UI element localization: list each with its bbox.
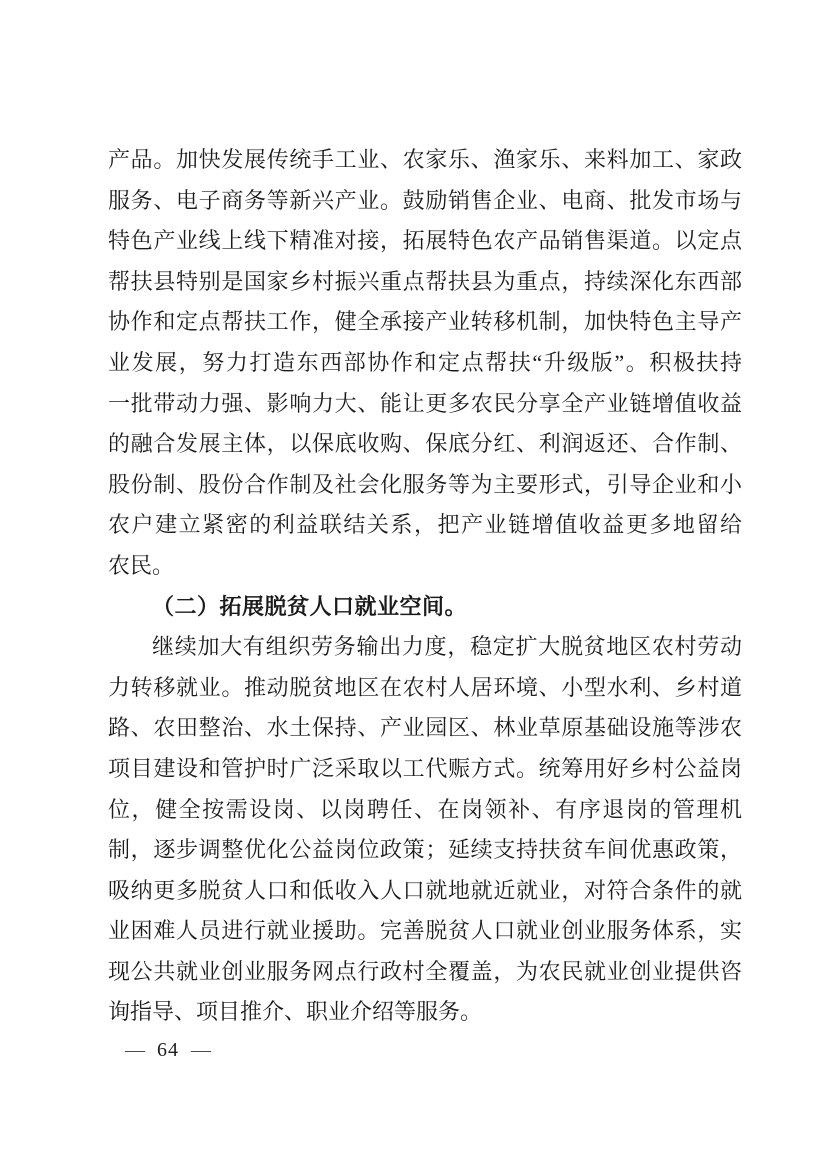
body-line: 一批带动力强、影响力大、能让更多农民分享全产业链增值收益: [108, 390, 742, 416]
footer-right-dash: —: [191, 1039, 211, 1061]
body-line: 位，健全按需设岗、以岗聘任、在岗领补、有序退岗的管理机: [108, 796, 742, 822]
body-line: 项目建设和管护时广泛采取以工代赈方式。统筹用好乡村公益岗: [108, 755, 742, 781]
document-body: [108, 140, 742, 1033]
body-line: 帮扶县特别是国家乡村振兴重点帮扶县为重点，持续深化东西部: [108, 268, 742, 294]
body-line: 现公共就业创业服务网点行政村全覆盖，为农民就业创业提供咨: [108, 958, 742, 984]
body-line: 路、农田整治、水土保持、产业园区、林业草原基础设施等涉农: [108, 715, 742, 741]
page-number: 64: [157, 1039, 179, 1061]
body-line: 询指导、项目推介、职业介绍等服务。: [108, 999, 483, 1025]
body-line: 的融合发展主体，以保底收购、保底分红、利润返还、合作制、: [108, 431, 742, 457]
body-line: 服务、电子商务等新兴产业。鼓励销售企业、电商、批发市场与: [108, 187, 742, 213]
body-line: 业困难人员进行就业援助。完善脱贫人口就业创业服务体系，实: [108, 918, 742, 944]
section-heading: （二）拓展脱贫人口就业空间。: [152, 593, 468, 619]
body-line: 股份制、股份合作制及社会化服务等为主要形式，引导企业和小: [108, 471, 742, 497]
body-line: 继续加大有组织劳务输出力度，稳定扩大脱贫地区农村劳动: [152, 634, 742, 660]
body-line: 协作和定点帮扶工作，健全承接产业转移机制，加快特色主导产: [108, 309, 742, 335]
body-line: 力转移就业。推动脱贫地区在农村人居环境、小型水利、乡村道: [108, 674, 742, 700]
body-line: 产品。加快发展传统手工业、农家乐、渔家乐、来料加工、家政: [108, 147, 742, 172]
footer-left-dash: —: [125, 1039, 145, 1061]
body-line: 农民。: [108, 552, 175, 578]
body-line: 业发展，努力打造东西部协作和定点帮扶“升级版”。积极扶持: [108, 349, 742, 375]
body-line: 制，逐步调整优化公益岗位政策；延续支持扶贫车间优惠政策，: [108, 837, 742, 863]
page-footer: [125, 1036, 211, 1064]
body-line: 特色产业线上线下精准对接，拓展特色农产品销售渠道。以定点: [108, 228, 742, 254]
body-line: 吸纳更多脱贫人口和低收入人口就地就近就业，对符合条件的就: [108, 877, 742, 903]
body-line: 农户建立紧密的利益联结关系，把产业链增值收益更多地留给: [108, 512, 742, 538]
